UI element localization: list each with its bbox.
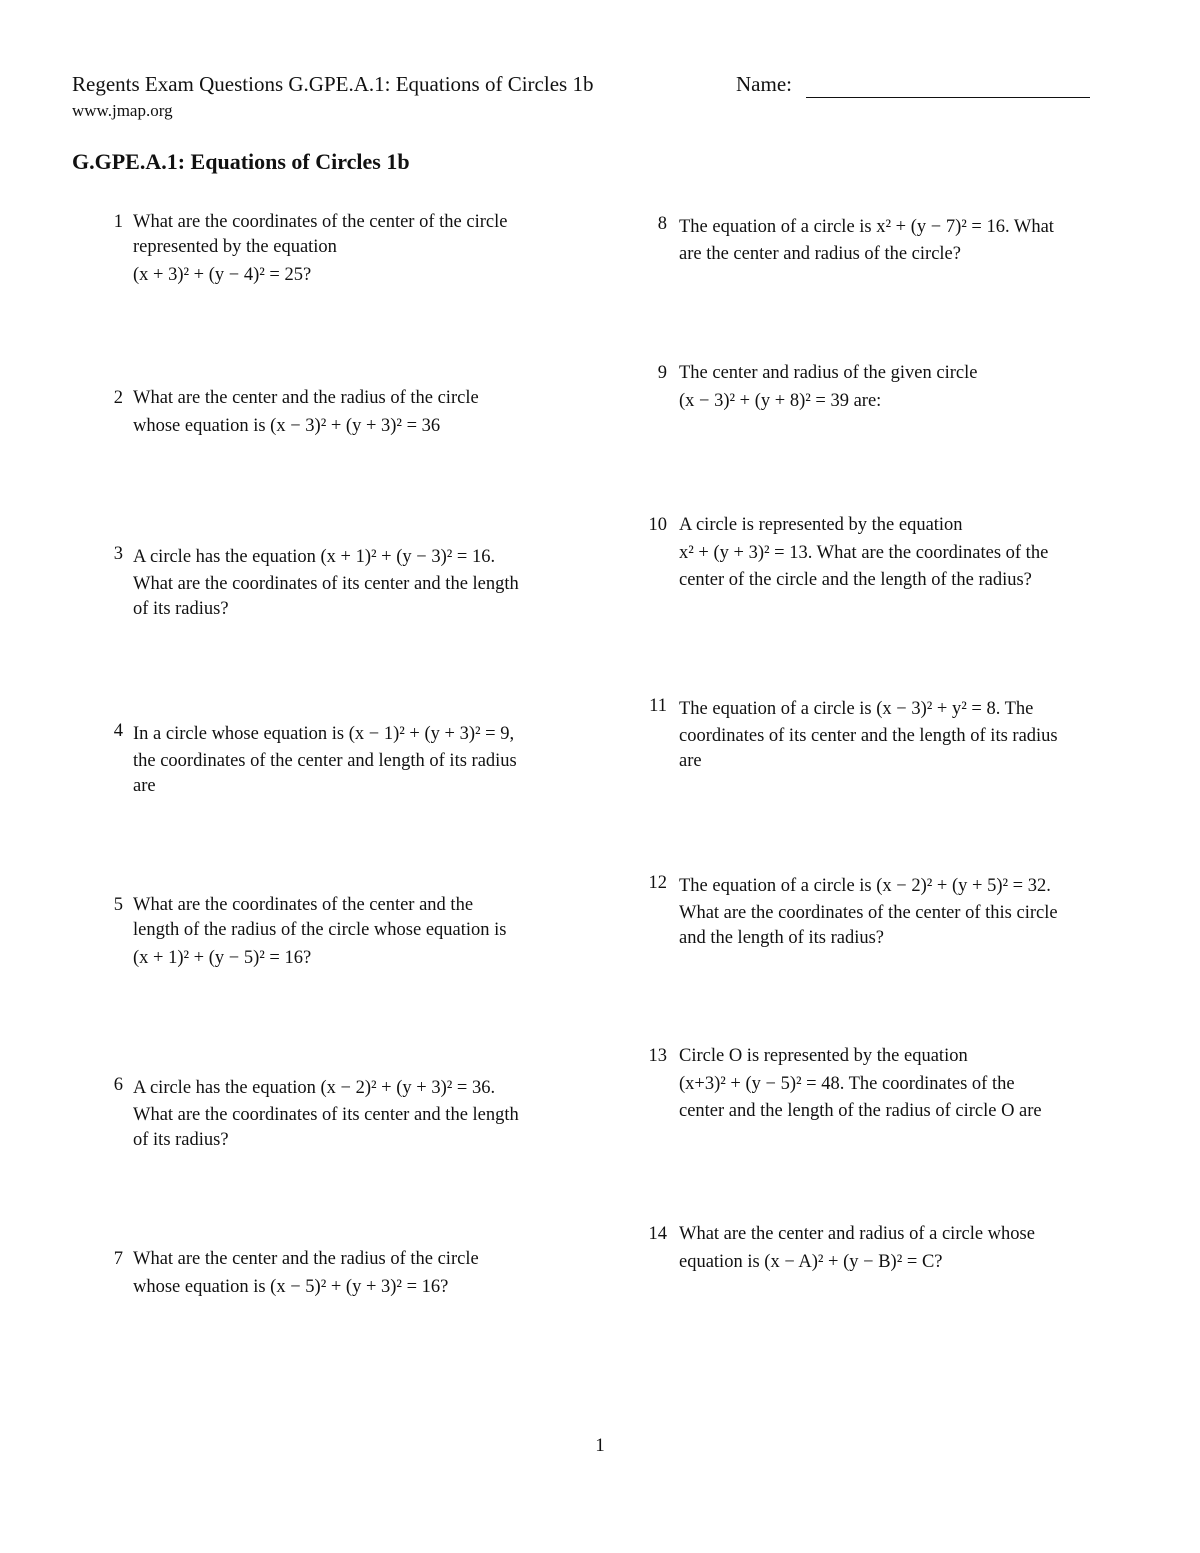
question-number: 7 bbox=[113, 1249, 123, 1269]
question-text-line: coordinates of its center and the length of its radius bbox=[679, 726, 1058, 746]
question-11 bbox=[649, 694, 1139, 774]
question-equation-line: The equation of a circle is x² + (y − 7)² = 16. What bbox=[679, 217, 1054, 237]
question-number: 5 bbox=[113, 895, 123, 915]
question-number: 14 bbox=[648, 1224, 667, 1244]
header-website: www.jmap.org bbox=[72, 101, 173, 120]
question-equation-line: (x+3)² + (y − 5)² = 48. The coordinates of the bbox=[679, 1074, 1015, 1094]
question-text-line: represented by the equation bbox=[133, 237, 337, 257]
question-text-line: What are the center and the radius of the circle bbox=[133, 388, 479, 408]
question-text-line: center of the circle and the length of the radius? bbox=[679, 570, 1032, 590]
question-text-line: are bbox=[679, 751, 702, 771]
question-number: 9 bbox=[657, 363, 667, 383]
question-10 bbox=[648, 513, 1139, 593]
question-equation-line: A circle has the equation (x + 1)² + (y − 3)² = 16. bbox=[133, 547, 496, 567]
question-text-line: What are the coordinates of the center of the circle bbox=[133, 212, 508, 232]
question-equation-line: A circle has the equation (x − 2)² + (y + 3)² = 36. bbox=[133, 1078, 496, 1098]
question-text-line: Circle O is represented by the equation bbox=[679, 1046, 968, 1066]
question-text-line: What are the center and the radius of the circle bbox=[133, 1249, 479, 1269]
question-text-line: center and the length of the radius of circle O are bbox=[679, 1101, 1042, 1121]
question-equation-line: equation is (x − A)² + (y − B)² = C? bbox=[679, 1252, 943, 1272]
question-number: 13 bbox=[648, 1046, 667, 1066]
question-equation-line: whose equation is (x − 3)² + (y + 3)² = 36 bbox=[133, 416, 441, 436]
page-number: 1 bbox=[595, 1435, 605, 1456]
question-equation-line: The equation of a circle is (x − 2)² + (y + 5)² = 32. bbox=[679, 876, 1051, 896]
question-text-line: are the center and radius of the circle? bbox=[679, 244, 961, 264]
question-text-line: What are the coordinates of its center and the length bbox=[133, 574, 519, 594]
header-title: Regents Exam Questions G.GPE.A.1: Equations of Circles 1b bbox=[72, 72, 594, 96]
question-equation-line: whose equation is (x − 5)² + (y + 3)² = 16? bbox=[133, 1277, 449, 1297]
question-text-line: the coordinates of the center and length of its radius bbox=[133, 751, 517, 771]
question-equation-line: The equation of a circle is (x − 3)² + y² = 8. The bbox=[679, 699, 1034, 719]
question-number: 6 bbox=[113, 1075, 123, 1095]
question-9 bbox=[657, 361, 1139, 416]
question-7 bbox=[113, 1247, 593, 1302]
question-13 bbox=[648, 1044, 1139, 1124]
question-number: 2 bbox=[113, 388, 123, 408]
question-2 bbox=[113, 386, 593, 441]
question-text-line: What are the coordinates of the center and the bbox=[133, 895, 474, 915]
question-text-line: length of the radius of the circle whose equation is bbox=[133, 920, 507, 940]
question-number: 10 bbox=[648, 515, 667, 535]
question-text-line: A circle is represented by the equation bbox=[679, 515, 963, 535]
question-text-line: of its radius? bbox=[133, 599, 229, 619]
question-12 bbox=[648, 871, 1139, 951]
question-number: 11 bbox=[649, 696, 667, 716]
question-1 bbox=[113, 210, 593, 290]
question-number: 4 bbox=[113, 721, 123, 741]
question-number: 12 bbox=[648, 873, 667, 893]
question-text-line: What are the coordinates of its center and the length bbox=[133, 1105, 519, 1125]
question-equation-line: x² + (y + 3)² = 13. What are the coordinates of the bbox=[679, 543, 1049, 563]
question-equation-line: (x + 1)² + (y − 5)² = 16? bbox=[133, 948, 312, 968]
question-text-line: of its radius? bbox=[133, 1130, 229, 1150]
question-equation-line: In a circle whose equation is (x − 1)² + (y + 3)² = 9, bbox=[133, 724, 515, 744]
question-number: 3 bbox=[113, 544, 123, 564]
question-6 bbox=[113, 1073, 593, 1153]
question-5 bbox=[113, 893, 593, 973]
question-8 bbox=[657, 212, 1139, 267]
question-number: 1 bbox=[113, 212, 123, 232]
section-title: G.GPE.A.1: Equations of Circles 1b bbox=[72, 149, 410, 174]
question-number: 8 bbox=[657, 214, 667, 234]
question-equation-line: (x − 3)² + (y + 8)² = 39 are: bbox=[679, 391, 882, 411]
name-label: Name: bbox=[736, 72, 792, 96]
question-14 bbox=[648, 1222, 1139, 1277]
question-text-line: are bbox=[133, 776, 156, 796]
question-3 bbox=[113, 542, 593, 622]
question-text-line: The center and radius of the given circle bbox=[679, 363, 978, 383]
question-equation-line: (x + 3)² + (y − 4)² = 25? bbox=[133, 265, 312, 285]
question-text-line: What are the coordinates of the center of this circle bbox=[679, 903, 1058, 923]
name-blank-line[interactable] bbox=[806, 97, 1090, 98]
question-text-line: What are the center and radius of a circle whose bbox=[679, 1224, 1035, 1244]
question-text-line: and the length of its radius? bbox=[679, 928, 884, 948]
question-4 bbox=[113, 719, 593, 799]
